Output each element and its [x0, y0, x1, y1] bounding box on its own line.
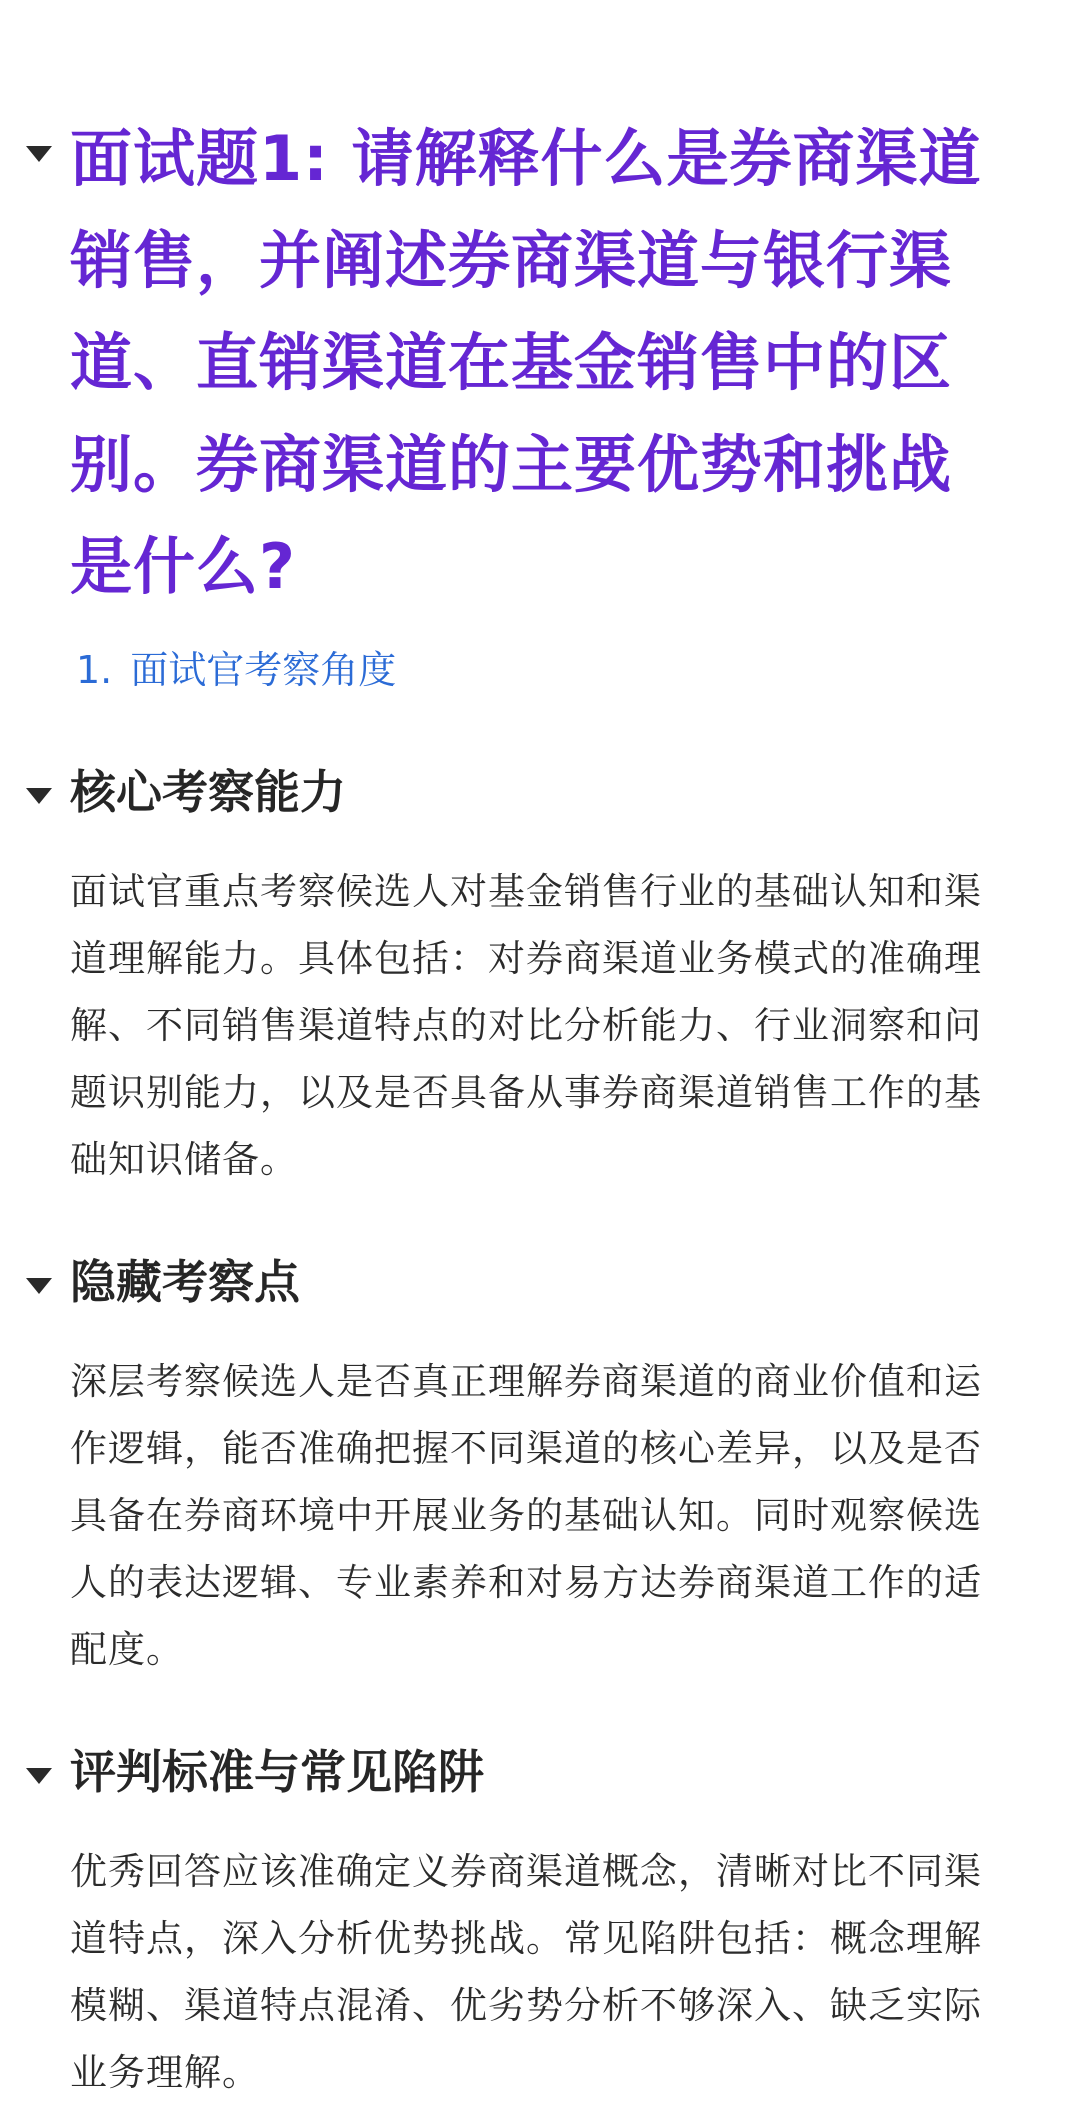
section-toggle-icon[interactable]	[26, 1278, 52, 1294]
section-title-hidden-points: 隐藏考察点	[70, 1255, 300, 1309]
outline-item-number: 1.	[76, 648, 113, 692]
section-body-criteria-pitfalls: 优秀回答应该准确定义券商渠道概念，清晰对比不同渠道特点，深入分析优势挑战。常见陷阱包括：概念理解模糊、渠道特点混淆、优劣势分析不够深入、缺乏实际业务理解。	[70, 1850, 982, 2094]
main-question-title: 面试题1: 请解释什么是券商渠道销售，并阐述券商渠道与银行渠道、直销渠道在基金销售中的区别。券商渠道的主要优势和挑战是什么?	[70, 122, 982, 603]
outline-item-interviewer-angle[interactable]	[76, 640, 396, 700]
section-toggle-icon[interactable]	[26, 1768, 52, 1784]
section-title-core-abilities: 核心考察能力	[70, 765, 346, 819]
section-toggle-icon[interactable]	[26, 788, 52, 804]
collapse-toggle-icon[interactable]	[26, 146, 52, 162]
section-title-criteria-pitfalls: 评判标准与常见陷阱	[70, 1745, 484, 1799]
section-body-core-abilities: 面试官重点考察候选人对基金销售行业的基础认知和渠道理解能力。具体包括：对券商渠道业务模式的准确理解、不同销售渠道特点的对比分析能力、行业洞察和问题识别能力，以及是否具备从事券商渠道销售工作的基础知识储备。	[70, 870, 982, 1181]
section-body-hidden-points: 深层考察候选人是否真正理解券商渠道的商业价值和运作逻辑，能否准确把握不同渠道的核心差异，以及是否具备在券商环境中开展业务的基础认知。同时观察候选人的表达逻辑、专业素养和对易方达券商渠道工作的适配度。	[70, 1360, 982, 1671]
outline-item-label: 面试官考察角度	[130, 648, 397, 692]
